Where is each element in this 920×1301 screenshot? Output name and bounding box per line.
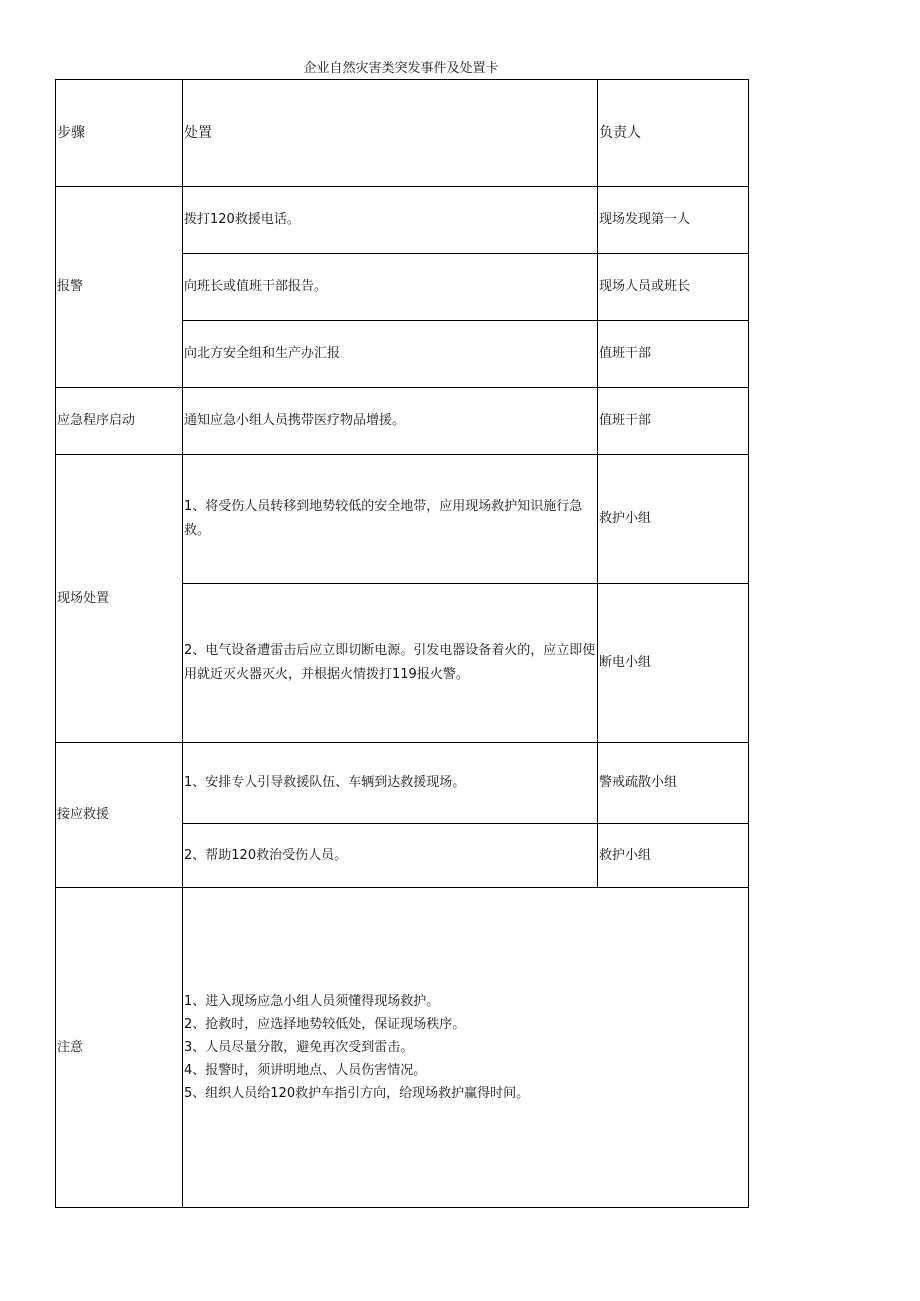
step-cell-alarm: 报警 xyxy=(56,187,183,388)
action-cell: 通知应急小组人员携带医疗物品增援。 xyxy=(183,388,598,455)
note-line: 3、人员尽量分散，避免再次受到雷击。 xyxy=(184,1040,414,1055)
header-step: 步骤 xyxy=(56,80,183,187)
action-cell: 2、帮助120救治受伤人员。 xyxy=(183,824,598,888)
notes-cell xyxy=(183,888,749,1208)
table-row xyxy=(56,388,749,455)
action-cell: 1、安排专人引导救援队伍、车辆到达救援现场。 xyxy=(183,743,598,824)
step-cell-rescue: 接应救援 xyxy=(56,743,183,888)
note-line: 1、进入现场应急小组人员须懂得现场救护。 xyxy=(184,994,440,1009)
table-header-row xyxy=(56,80,749,187)
note-line: 5、组织人员给120救护车指引方向，给现场救护赢得时间。 xyxy=(184,1086,530,1101)
owner-cell: 现场人员或班长 xyxy=(598,254,749,321)
action-cell: 拨打120救援电话。 xyxy=(183,187,598,254)
header-action: 处置 xyxy=(183,80,598,187)
table-row xyxy=(56,455,749,584)
note-line: 2、抢救时，应选择地势较低处，保证现场秩序。 xyxy=(184,1017,466,1032)
header-owner: 负责人 xyxy=(598,80,749,187)
step-cell-start: 应急程序启动 xyxy=(56,388,183,455)
owner-cell: 警戒疏散小组 xyxy=(598,743,749,824)
owner-cell: 救护小组 xyxy=(598,455,749,584)
note-line: 4、报警时，须讲明地点、人员伤害情况。 xyxy=(184,1063,427,1078)
step-cell-onsite: 现场处置 xyxy=(56,455,183,743)
emergency-card-table xyxy=(55,79,749,1208)
notes-row xyxy=(56,888,749,1208)
owner-cell: 断电小组 xyxy=(598,584,749,743)
action-cell: 向班长或值班干部报告。 xyxy=(183,254,598,321)
action-cell: 向北方安全组和生产办汇报 xyxy=(183,321,598,388)
owner-cell: 现场发现第一人 xyxy=(598,187,749,254)
table-row xyxy=(56,743,749,824)
action-cell: 2、电气设备遭雷击后应立即切断电源。引发电器设备着火的，应立即使用就近灭火器灭火，并根据火情拨打119报火警。 xyxy=(183,584,598,743)
owner-cell: 救护小组 xyxy=(598,824,749,888)
action-cell: 1、将受伤人员转移到地势较低的安全地带，应用现场救护知识施行急救。 xyxy=(183,455,598,584)
owner-cell: 值班干部 xyxy=(598,388,749,455)
owner-cell: 值班干部 xyxy=(598,321,749,388)
table-row xyxy=(56,187,749,254)
step-cell-notes: 注意 xyxy=(56,888,183,1208)
card-title: 企业自然灾害类突发事件及处置卡 xyxy=(303,61,499,76)
